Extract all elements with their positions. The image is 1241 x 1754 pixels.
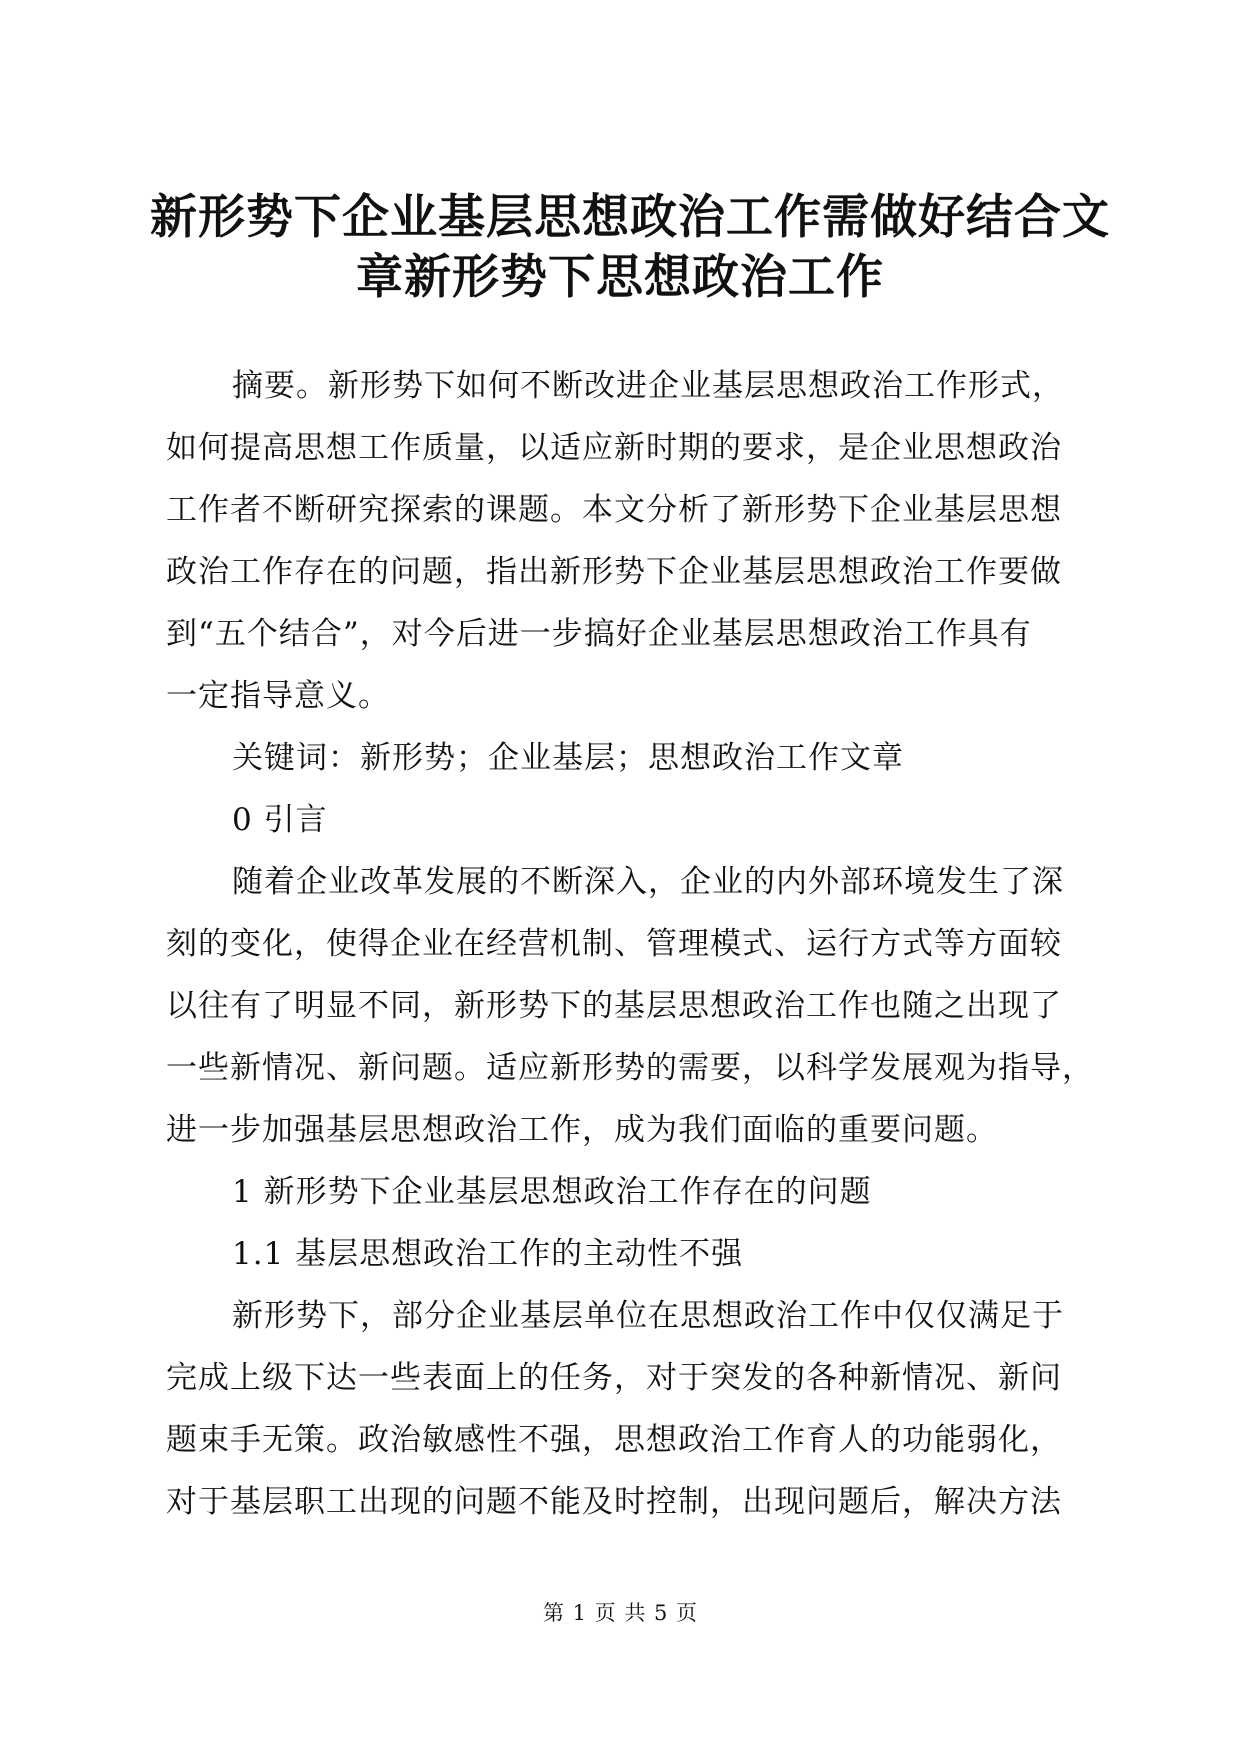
title-line: 章新形势下思想政治工作 <box>356 250 884 305</box>
text-line: 一定指导意义。 <box>166 678 390 714</box>
text-line: 完成上级下达一些表面上的任务，对于突发的各种新情况、新问 <box>166 1360 1062 1396</box>
body-paragraph <box>166 851 1096 1161</box>
text-line: 关键词：新形势；企业基层；思想政治工作文章 <box>232 740 904 776</box>
page-footer: 第 1 页 共 5 页 <box>542 1601 699 1625</box>
subsection-heading <box>166 1223 1096 1285</box>
title-line: 新形势下企业基层思想政治工作需做好结合文 <box>150 190 1110 245</box>
text-line: 对于基层职工出现的问题不能及时控制，出现问题后，解决方法 <box>166 1484 1062 1520</box>
text-line: 摘要。新形势下如何不断改进企业基层思想政治工作形式， <box>232 368 1064 404</box>
text-line: 以往有了明显不同，新形势下的基层思想政治工作也随之出现了 <box>166 988 1062 1024</box>
keywords-paragraph <box>166 727 1096 789</box>
text-line: 刻的变化，使得企业在经营机制、管理模式、运行方式等方面较 <box>166 926 1062 962</box>
text-line: 政治工作存在的问题，指出新形势下企业基层思想政治工作要做 <box>166 554 1062 590</box>
text-line: 一些新情况、新问题。适应新形势的需要，以科学发展观为指导， <box>166 1050 1094 1086</box>
text-line: 随着企业改革发展的不断深入，企业的内外部环境发生了深 <box>232 864 1064 900</box>
text-line: 1.1 基层思想政治工作的主动性不强 <box>232 1236 744 1272</box>
document-body <box>166 355 1096 1533</box>
text-line: 工作者不断研究探索的课题。本文分析了新形势下企业基层思想 <box>166 492 1062 528</box>
text-line: 新形势下，部分企业基层单位在思想政治工作中仅仅满足于 <box>232 1298 1064 1334</box>
body-paragraph <box>166 1285 1096 1533</box>
section-heading <box>166 789 1096 851</box>
text-line: 题束手无策。政治敏感性不强，思想政治工作育人的功能弱化， <box>166 1422 1062 1458</box>
section-heading <box>166 1161 1096 1223</box>
text-line: 如何提高思想工作质量，以适应新时期的要求，是企业思想政治 <box>166 430 1062 466</box>
abstract-paragraph <box>166 355 1096 727</box>
text-line: 0 引言 <box>232 802 328 838</box>
text-line: 1 新形势下企业基层思想政治工作存在的问题 <box>232 1174 872 1210</box>
text-line: 到“五个结合”，对今后进一步搞好企业基层思想政治工作具有 <box>166 616 1032 652</box>
text-line: 进一步加强基层思想政治工作，成为我们面临的重要问题。 <box>166 1112 998 1148</box>
document-title <box>150 188 1110 308</box>
